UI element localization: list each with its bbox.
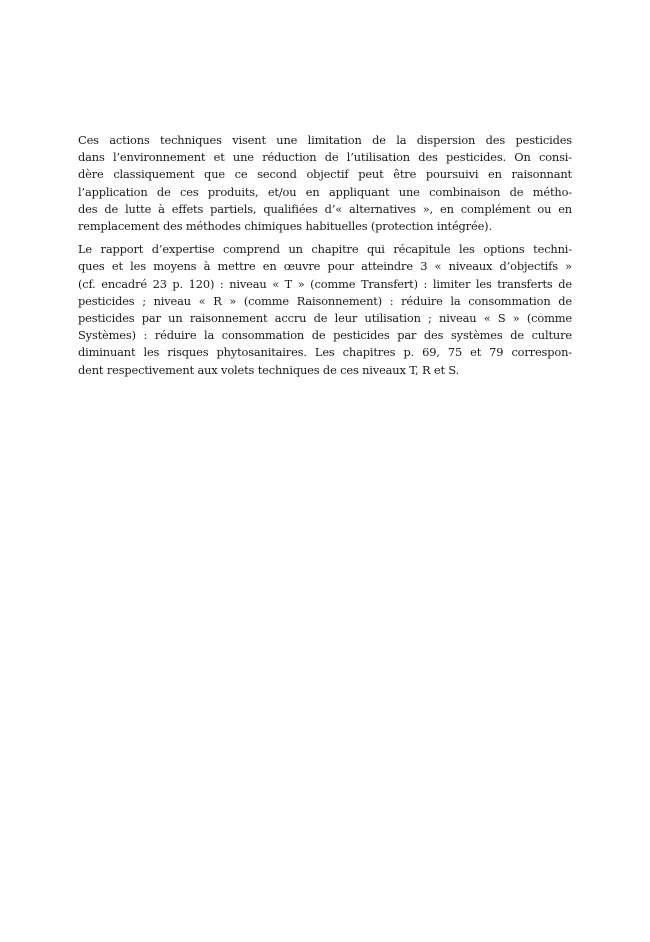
- text-line: Systèmes) : réduire la consommation de pesticides par des systèmes de culture: [78, 328, 572, 343]
- text-line: pesticides ; niveau « R » (comme Raisonnement) : réduire la consommation de: [78, 293, 572, 308]
- text-line: (cf. encadré 23 p. 120) : niveau « T » (comme Transfert) : limiter les transferts de: [78, 276, 572, 291]
- text-line: remplacement des méthodes chimiques habituelles (protection intégrée).: [78, 219, 492, 234]
- paragraph-1: [78, 132, 572, 235]
- text-line: dans l’environnement et une réduction de l’utilisation des pesticides. On consi-: [78, 150, 572, 165]
- text-line: dent respectivement aux volets techniques de ces niveaux T, R et S.: [78, 362, 460, 377]
- text-line: dère classiquement que ce second objectif peut être poursuivi en raisonnant: [78, 167, 572, 182]
- paragraph-2: [78, 241, 572, 379]
- text-line: des de lutte à effets partiels, qualifiées d’« alternatives », en complément ou en: [78, 201, 572, 216]
- text-line: pesticides par un raisonnement accru de leur utilisation ; niveau « S » (comme: [78, 311, 572, 326]
- text-line: Ces actions techniques visent une limitation de la dispersion des pesticides: [78, 133, 572, 147]
- text-line: diminuant les risques phytosanitaires. Les chapitres p. 69, 75 et 79 correspon-: [78, 345, 572, 360]
- body-text: [78, 132, 572, 379]
- text-line: ques et les moyens à mettre en œuvre pour atteindre 3 « niveaux d’objectifs »: [78, 259, 572, 274]
- text-line: l’application de ces produits, et/ou en appliquant une combinaison de métho-: [78, 184, 572, 199]
- text-line: Le rapport d’expertise comprend un chapitre qui récapitule les options techni-: [78, 242, 572, 257]
